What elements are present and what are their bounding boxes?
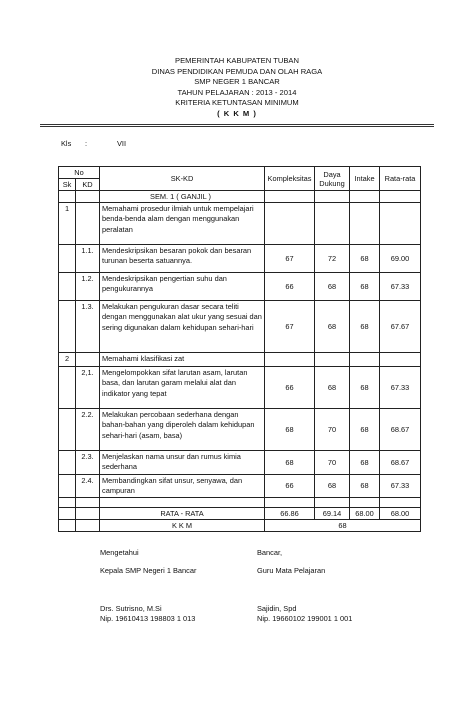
header-skkd: SK-KD — [100, 167, 265, 191]
cell-kompleksitas: 67 — [265, 301, 315, 353]
divider-top — [40, 124, 434, 125]
class-label: Kls — [61, 139, 72, 148]
header-daya-dukung: Daya Dukung — [315, 167, 350, 191]
table-row — [59, 367, 421, 409]
kkm-table — [58, 166, 421, 532]
cell-intake: 68 — [350, 273, 380, 301]
cell-rata-rata: 67.33 — [380, 367, 421, 409]
kkm-value: 68 — [265, 520, 421, 532]
cell-skkd: Menjelaskan nama unsur dan rumus kimia sederhana — [100, 451, 265, 475]
header-line-1: PEMERINTAH KABUPATEN TUBAN — [175, 56, 299, 65]
kkm-label: K K M — [100, 520, 265, 532]
cell-kompleksitas: 67 — [265, 245, 315, 273]
cell-kd: 1.1. — [76, 245, 100, 273]
cell-kompleksitas: 68 — [265, 409, 315, 451]
cell-sk — [59, 245, 76, 273]
empty-cell — [315, 498, 350, 508]
class-info — [61, 139, 126, 148]
header-no: No — [59, 167, 100, 179]
cell-sk — [59, 451, 76, 475]
cell-intake: 68 — [350, 474, 380, 498]
table-row — [59, 273, 421, 301]
rata-rata-row — [59, 508, 421, 520]
empty-cell — [59, 508, 76, 520]
cell-skkd: Memahami prosedur ilmiah untuk mempelajari benda-benda alam dengan menggunakan peralatan — [100, 203, 265, 245]
cell-rata-rata: 68.67 — [380, 409, 421, 451]
cell-kd: 2.4. — [76, 474, 100, 498]
cell-rata-rata: 69.00 — [380, 245, 421, 273]
document-header — [0, 56, 474, 120]
header-line-6: ( K K M ) — [217, 108, 257, 118]
cell-rata-rata: 68.67 — [380, 451, 421, 475]
cell-intake: 68 — [350, 451, 380, 475]
cell-kompleksitas: 68 — [265, 451, 315, 475]
semester-row — [59, 191, 421, 203]
cell-rata-rata: 67.33 — [380, 273, 421, 301]
cell-kd: 2,1. — [76, 367, 100, 409]
cell-daya-dukung: 70 — [315, 451, 350, 475]
empty-cell — [59, 520, 76, 532]
cell-sk — [59, 409, 76, 451]
cell-skkd: Mengelompokkan sifat larutan asam, larutan basa, dan larutan garam melalui alat dan indikator yang tepat — [100, 367, 265, 409]
cell-rata-rata: 67.33 — [380, 474, 421, 498]
cell-daya-dukung: 68 — [315, 474, 350, 498]
cell-skkd: Mendeskripsikan besaran pokok dan besaran turunan beserta satuannya. — [100, 245, 265, 273]
sig-left-line1: Mengetahui — [100, 548, 139, 557]
cell-daya-dukung: 68 — [315, 273, 350, 301]
cell-sk — [59, 367, 76, 409]
rata-intake: 68.00 — [350, 508, 380, 520]
cell-daya-dukung: 72 — [315, 245, 350, 273]
table-row — [59, 409, 421, 451]
cell-sk: 1 — [59, 203, 76, 245]
class-sep: : — [85, 139, 88, 148]
header-rata-rata: Rata-rata — [380, 167, 421, 191]
spacer-row — [59, 498, 421, 508]
header-kompleksitas: Kompleksitas — [265, 167, 315, 191]
cell-kd — [76, 203, 100, 245]
cell-kd: 1.2. — [76, 273, 100, 301]
cell-daya-dukung: 70 — [315, 409, 350, 451]
sig-left-name: Drs. Sutrisno, M.Si — [100, 604, 162, 613]
cell-sk — [59, 273, 76, 301]
cell-rata-rata: 67.67 — [380, 301, 421, 353]
sig-right-nip: Nip. 19660102 199001 1 001 — [257, 614, 353, 623]
cell-skkd: Membandingkan sifat unsur, senyawa, dan campuran — [100, 474, 265, 498]
cell-skkd: Mendeskripsikan pengertian suhu dan pengukurannya — [100, 273, 265, 301]
header-kd: KD — [76, 179, 100, 191]
header-line-3: SMP NEGER 1 BANCAR — [194, 77, 280, 87]
cell-kompleksitas — [265, 353, 315, 367]
empty-cell — [350, 498, 380, 508]
table-row — [59, 245, 421, 273]
rata-rata-label: RATA - RATA — [100, 508, 265, 520]
empty-cell — [265, 498, 315, 508]
signature-right — [257, 548, 352, 624]
cell-daya-dukung — [315, 353, 350, 367]
header-sk: Sk — [59, 179, 76, 191]
table-row — [59, 474, 421, 498]
signature-left — [100, 548, 196, 624]
sig-right-line2: Guru Mata Pelajaran — [257, 566, 326, 575]
cell-kd: 1.3. — [76, 301, 100, 353]
empty-cell — [100, 498, 265, 508]
table-row — [59, 301, 421, 353]
cell-daya-dukung: 68 — [315, 301, 350, 353]
cell-rata-rata — [380, 353, 421, 367]
cell-sk — [59, 301, 76, 353]
header-intake: Intake — [350, 167, 380, 191]
cell-skkd: Memahami klasifikasi zat — [100, 353, 265, 367]
cell-intake: 68 — [350, 409, 380, 451]
rata-rata-rata: 68.00 — [380, 508, 421, 520]
cell-skkd: Melakukan pengukuran dasar secara teliti dengan menggunakan alat ukur yang sesuai dan sering digunakan dalam kehidupan sehari-hari — [100, 301, 265, 353]
sig-right-name: Sajidin, Spd — [257, 604, 297, 613]
cell-kompleksitas: 66 — [265, 474, 315, 498]
cell-rata-rata — [380, 203, 421, 245]
cell-daya-dukung: 68 — [315, 367, 350, 409]
semester-label: SEM. 1 ( GANJIL ) — [100, 191, 265, 203]
cell-kd: 2.3. — [76, 451, 100, 475]
cell-intake: 68 — [350, 301, 380, 353]
cell-intake: 68 — [350, 367, 380, 409]
divider-bottom — [40, 126, 434, 127]
cell-kd: 2.2. — [76, 409, 100, 451]
table-row — [59, 203, 421, 245]
empty-cell — [76, 508, 100, 520]
table-row — [59, 451, 421, 475]
kkm-row — [59, 520, 421, 532]
empty-cell — [59, 498, 76, 508]
empty-cell — [380, 498, 421, 508]
sig-left-nip: Nip. 19610413 198803 1 013 — [100, 614, 196, 623]
header-line-4: TAHUN PELAJARAN : 2013 - 2014 — [177, 87, 297, 97]
cell-kompleksitas: 66 — [265, 367, 315, 409]
rata-daya-dukung: 69.14 — [315, 508, 350, 520]
class-value: VII — [117, 139, 127, 148]
cell-intake — [350, 353, 380, 367]
empty-cell — [76, 498, 100, 508]
cell-intake: 68 — [350, 245, 380, 273]
cell-daya-dukung — [315, 203, 350, 245]
cell-kompleksitas: 66 — [265, 273, 315, 301]
cell-intake — [350, 203, 380, 245]
empty-cell — [76, 520, 100, 532]
sig-left-line2: Kepala SMP Negeri 1 Bancar — [100, 566, 197, 575]
cell-skkd: Melakukan percobaan sederhana dengan bahan-bahan yang diperoleh dalam kehidupan sehari-hari (asam, basa) — [100, 409, 265, 451]
header-line-5: KRITERIA KETUNTASAN MINIMUM — [175, 98, 299, 108]
cell-sk — [59, 474, 76, 498]
header-line-2: DINAS PENDIDIKAN PEMUDA DAN OLAH RAGA — [151, 66, 323, 76]
cell-kompleksitas — [265, 203, 315, 245]
cell-sk: 2 — [59, 353, 76, 367]
table-row — [59, 353, 421, 367]
sig-right-line1: Bancar, — [257, 548, 283, 557]
rata-kompleksitas: 66.86 — [265, 508, 315, 520]
cell-kd — [76, 353, 100, 367]
